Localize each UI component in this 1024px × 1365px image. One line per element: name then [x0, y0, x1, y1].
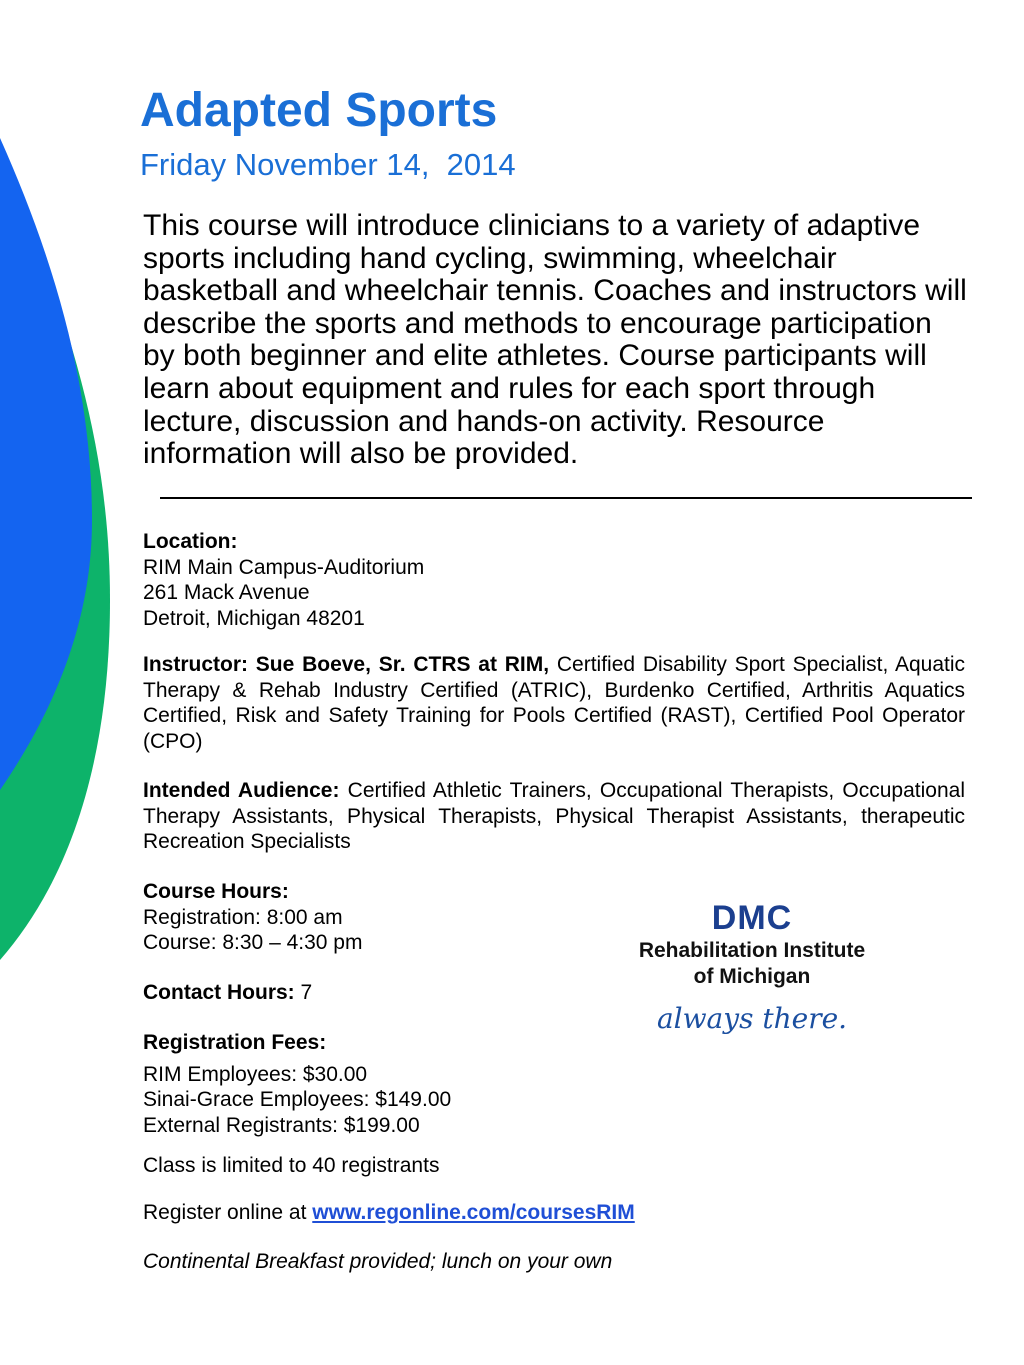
logo-brand: DMC [711, 899, 793, 937]
audience-label: Intended Audience: [143, 779, 340, 802]
registration-time: Registration: 8:00 am [143, 905, 343, 929]
contact-hours-label: Contact Hours: [143, 981, 295, 1004]
instructor-section [143, 652, 965, 754]
fee-item: RIM Employees: $30.00 [143, 1062, 368, 1086]
dmc-logo [612, 898, 892, 1048]
logo-name-line: of Michigan [693, 965, 811, 988]
fees-label: Registration Fees: [143, 1031, 327, 1054]
page-title: Adapted Sports [140, 84, 498, 137]
location-label: Location: [143, 530, 238, 553]
course-time: Course: 8:30 – 4:30 pm [143, 931, 363, 954]
register-text: Register online at [143, 1201, 307, 1224]
course-hours-label: Course Hours: [143, 880, 289, 903]
location-line: Detroit, Michigan 48201 [143, 606, 365, 630]
fee-item: External Registrants: $199.00 [143, 1113, 420, 1137]
location-line: RIM Main Campus-Auditorium [143, 555, 425, 579]
footer-note: Continental Breakfast provided; lunch on your own [143, 1250, 613, 1273]
audience-section [143, 778, 965, 855]
location-line: 261 Mack Avenue [143, 581, 310, 604]
course-description: This course will introduce clinicians to a variety of adaptive sports including hand cycling, swimming, wheelchair basketball and wheelchair tennis. Coaches and instructors will describe the sports and methods to encourage participation by both beginner and elite athletes. Course participants will learn about equipment and rules for each sport through lecture, discussion and hands-on activity. Resource information will also be provided. [143, 209, 967, 471]
instructor-label: Instructor: Sue Boeve, Sr. CTRS at RIM, [143, 653, 550, 676]
divider-rule [160, 497, 972, 499]
fee-item: Sinai-Grace Employees: $149.00 [143, 1088, 452, 1111]
instructor-credentials: Certified Disability Sport Specialist, Aquatic Therapy & Rehab Industry Certified (ATRIC), Burdenko Certified, Arthritis Aquatics Certified, Risk and Safety Training for Pools Certified (RAST), Certified Pool Operator (CPO) [143, 653, 966, 753]
register-section [143, 1200, 965, 1226]
logo-name-line: Rehabilitation Institute [638, 939, 866, 962]
registration-link[interactable]: www.regonline.com/coursesRIM [312, 1201, 635, 1224]
decorative-shapes [0, 0, 130, 1000]
contact-hours-value: 7 [300, 981, 313, 1004]
location-section [143, 529, 965, 631]
logo-tagline: always there. [656, 1002, 848, 1035]
event-date: Friday November 14, 2014 [140, 147, 516, 182]
audience-text: Certified Athletic Trainers, Occupational Therapists, Occupational Therapy Assistants, Physical Therapists, Physical Therapist Assistants, therapeutic Recreation Specialists [143, 779, 965, 853]
class-limit: Class is limited to 40 registrants [143, 1154, 440, 1177]
